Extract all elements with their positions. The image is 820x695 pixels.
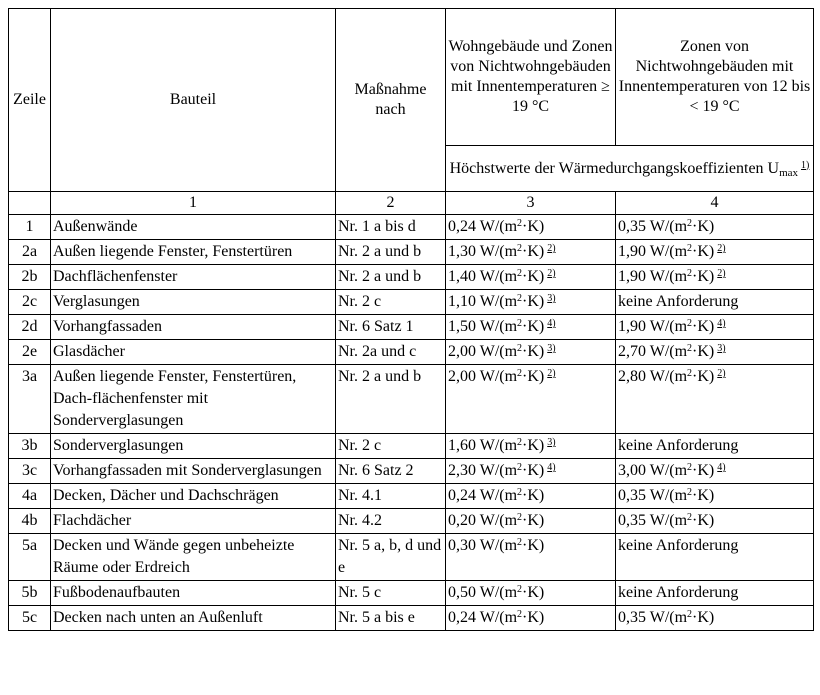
column-number-1: 1 — [51, 192, 336, 215]
value-3: 2,30 — [448, 462, 476, 479]
unit-prefix: W/(m — [476, 537, 518, 554]
value-3: 2,00 — [448, 368, 476, 385]
unit-exponent: 2 — [517, 343, 523, 354]
footnote-3: 3) — [547, 437, 556, 448]
value-cell-3 — [446, 265, 616, 290]
unit-prefix: W/(m — [476, 462, 518, 479]
value-3: 1,30 — [448, 243, 476, 260]
bauteil-cell: Außen liegende Fenster, Fenstertüren, Dach-flächenfenster mit Sonderverglasungen — [51, 365, 336, 434]
unit-prefix: W/(m — [476, 609, 518, 626]
unit-suffix: ·K) — [522, 437, 545, 454]
value-3: 0,24 — [448, 218, 476, 235]
value-cell-3 — [446, 315, 616, 340]
header-zeile: Zeile — [9, 9, 51, 192]
value-cell-4 — [616, 534, 814, 581]
value-4: 0,35 — [618, 218, 646, 235]
unit-suffix: ·K) — [522, 293, 545, 310]
value-3: 1,60 — [448, 437, 476, 454]
massnahme-cell: Nr. 2 a und b — [336, 365, 446, 434]
massnahme-cell: Nr. 2 a und b — [336, 265, 446, 290]
massnahme-cell: Nr. 5 a bis e — [336, 606, 446, 631]
value-cell-4 — [616, 340, 814, 365]
zeile-cell: 2a — [9, 240, 51, 265]
unit-prefix: W/(m — [476, 368, 518, 385]
unit-suffix: ·K) — [692, 462, 715, 479]
zeile-cell: 2d — [9, 315, 51, 340]
unit-suffix: ·K) — [522, 609, 545, 626]
no-requirement-text: keine Anforderung — [618, 584, 739, 601]
no-requirement-text: keine Anforderung — [618, 437, 739, 454]
footnote-3: 3) — [547, 293, 556, 304]
zeile-cell: 3a — [9, 365, 51, 434]
table-row-5b — [9, 581, 814, 606]
unit-exponent: 2 — [687, 268, 693, 279]
header-col4: Zonen von Nichtwohngebäuden mit Innentemperaturen von 12 bis < 19 °C — [616, 9, 814, 146]
value-3: 1,40 — [448, 268, 476, 285]
value-cell-3 — [446, 215, 616, 240]
value-cell-3 — [446, 581, 616, 606]
value-3: 1,10 — [448, 293, 476, 310]
footnote-3: 4) — [547, 462, 556, 473]
bauteil-cell: Decken, Dächer und Dachschrägen — [51, 484, 336, 509]
header-massnahme: Maßnahme nach — [336, 9, 446, 192]
column-number-3: 3 — [446, 192, 616, 215]
table-body — [9, 215, 814, 631]
footnote-3: 3) — [547, 343, 556, 354]
bauteil-cell: Außenwände — [51, 215, 336, 240]
value-cell-4 — [616, 215, 814, 240]
table-row-3b — [9, 434, 814, 459]
unit-suffix: ·K) — [522, 243, 545, 260]
table-row-2c — [9, 290, 814, 315]
table-row-3c — [9, 459, 814, 484]
value-cell-4 — [616, 509, 814, 534]
table-row-2e — [9, 340, 814, 365]
value-3: 0,20 — [448, 512, 476, 529]
value-cell-3 — [446, 434, 616, 459]
value-cell-3 — [446, 240, 616, 265]
value-4: 2,80 — [618, 368, 646, 385]
unit-suffix: ·K) — [692, 512, 715, 529]
bauteil-cell: Fußbodenaufbauten — [51, 581, 336, 606]
table-row-2d — [9, 315, 814, 340]
unit-exponent: 2 — [517, 609, 523, 620]
bauteil-cell: Glasdächer — [51, 340, 336, 365]
massnahme-cell: Nr. 6 Satz 1 — [336, 315, 446, 340]
table-row-5c — [9, 606, 814, 631]
footnote-4: 4) — [717, 462, 726, 473]
unit-suffix: ·K) — [522, 512, 545, 529]
bauteil-cell: Decken nach unten an Außenluft — [51, 606, 336, 631]
massnahme-cell: Nr. 2 c — [336, 434, 446, 459]
column-number-2: 2 — [336, 192, 446, 215]
zeile-cell: 2b — [9, 265, 51, 290]
unit-prefix: W/(m — [476, 293, 518, 310]
no-requirement-text: keine Anforderung — [618, 293, 739, 310]
table-row-4a — [9, 484, 814, 509]
column-number-empty — [9, 192, 51, 215]
bauteil-cell: Sonderverglasungen — [51, 434, 336, 459]
zeile-cell: 5c — [9, 606, 51, 631]
unit-prefix: W/(m — [646, 218, 688, 235]
hoechstwerte-footnote: 1) — [801, 159, 810, 171]
zeile-cell: 3b — [9, 434, 51, 459]
table-row-2a — [9, 240, 814, 265]
unit-exponent: 2 — [517, 512, 523, 523]
unit-suffix: ·K) — [522, 218, 545, 235]
footnote-3: 2) — [547, 268, 556, 279]
unit-prefix: W/(m — [476, 268, 518, 285]
unit-prefix: W/(m — [646, 268, 688, 285]
unit-suffix: ·K) — [522, 462, 545, 479]
header-bauteil: Bauteil — [51, 9, 336, 192]
massnahme-cell: Nr. 2 a und b — [336, 240, 446, 265]
unit-suffix: ·K) — [522, 268, 545, 285]
unit-suffix: ·K) — [522, 487, 545, 504]
unit-prefix: W/(m — [476, 318, 518, 335]
unit-exponent: 2 — [517, 487, 523, 498]
zeile-cell: 5b — [9, 581, 51, 606]
unit-suffix: ·K) — [692, 343, 715, 360]
unit-exponent: 2 — [517, 368, 523, 379]
u-value-table — [8, 8, 814, 631]
bauteil-cell: Decken und Wände gegen unbeheizte Räume oder Erdreich — [51, 534, 336, 581]
bauteil-cell: Dachflächenfenster — [51, 265, 336, 290]
unit-suffix: ·K) — [522, 584, 545, 601]
unit-exponent: 2 — [687, 318, 693, 329]
footnote-4: 2) — [717, 243, 726, 254]
value-3: 0,30 — [448, 537, 476, 554]
table-row-1 — [9, 215, 814, 240]
unit-exponent: 2 — [687, 512, 693, 523]
bauteil-cell: Außen liegende Fenster, Fenstertüren — [51, 240, 336, 265]
unit-prefix: W/(m — [646, 368, 688, 385]
value-4: 2,70 — [618, 343, 646, 360]
value-cell-3 — [446, 365, 616, 434]
value-cell-3 — [446, 606, 616, 631]
unit-exponent: 2 — [517, 218, 523, 229]
unit-suffix: ·K) — [522, 368, 545, 385]
column-number-row — [9, 192, 814, 215]
value-cell-4 — [616, 240, 814, 265]
massnahme-cell: Nr. 4.2 — [336, 509, 446, 534]
unit-prefix: W/(m — [476, 437, 518, 454]
zeile-cell: 2c — [9, 290, 51, 315]
zeile-cell: 1 — [9, 215, 51, 240]
unit-prefix: W/(m — [646, 462, 688, 479]
unit-exponent: 2 — [687, 343, 693, 354]
massnahme-cell: Nr. 1 a bis d — [336, 215, 446, 240]
table-row-4b — [9, 509, 814, 534]
value-cell-3 — [446, 484, 616, 509]
bauteil-cell: Verglasungen — [51, 290, 336, 315]
unit-exponent: 2 — [687, 487, 693, 498]
value-cell-4 — [616, 606, 814, 631]
unit-exponent: 2 — [517, 293, 523, 304]
unit-suffix: ·K) — [692, 218, 715, 235]
value-4: 0,35 — [618, 512, 646, 529]
zeile-cell: 4a — [9, 484, 51, 509]
value-cell-4 — [616, 434, 814, 459]
footnote-4: 2) — [717, 268, 726, 279]
value-4: 1,90 — [618, 318, 646, 335]
unit-prefix: W/(m — [476, 218, 518, 235]
value-cell-4 — [616, 581, 814, 606]
unit-exponent: 2 — [517, 437, 523, 448]
unit-suffix: ·K) — [692, 268, 715, 285]
value-cell-3 — [446, 509, 616, 534]
unit-prefix: W/(m — [646, 343, 688, 360]
value-4: 3,00 — [618, 462, 646, 479]
hoechstwerte-subscript: max — [779, 166, 799, 179]
unit-exponent: 2 — [687, 243, 693, 254]
unit-exponent: 2 — [687, 609, 693, 620]
column-number-4: 4 — [616, 192, 814, 215]
value-4: 0,35 — [618, 487, 646, 504]
table-row-5a — [9, 534, 814, 581]
value-cell-3 — [446, 534, 616, 581]
value-4: 0,35 — [618, 609, 646, 626]
value-cell-4 — [616, 365, 814, 434]
table-row-2b — [9, 265, 814, 290]
unit-exponent: 2 — [517, 268, 523, 279]
value-cell-4 — [616, 484, 814, 509]
unit-prefix: W/(m — [476, 487, 518, 504]
unit-exponent: 2 — [517, 462, 523, 473]
hoechstwerte-label: Höchstwerte der Wärmedurchgangskoeffizienten U — [449, 159, 780, 177]
unit-prefix: W/(m — [476, 243, 518, 260]
unit-prefix: W/(m — [646, 609, 688, 626]
massnahme-cell: Nr. 2 c — [336, 290, 446, 315]
unit-suffix: ·K) — [522, 318, 545, 335]
unit-suffix: ·K) — [522, 343, 545, 360]
unit-suffix: ·K) — [692, 318, 715, 335]
unit-exponent: 2 — [687, 462, 693, 473]
header-col3: Wohngebäude und Zonen von Nichtwohngebäuden mit Innentemperaturen ≥ 19 °C — [446, 9, 616, 146]
footnote-3: 2) — [547, 243, 556, 254]
value-4: 1,90 — [618, 268, 646, 285]
unit-exponent: 2 — [517, 584, 523, 595]
massnahme-cell: Nr. 6 Satz 2 — [336, 459, 446, 484]
zeile-cell: 3c — [9, 459, 51, 484]
bauteil-cell: Vorhangfassaden mit Sonderverglasungen — [51, 459, 336, 484]
zeile-cell: 5a — [9, 534, 51, 581]
value-3: 0,50 — [448, 584, 476, 601]
value-cell-4 — [616, 265, 814, 290]
footnote-4: 2) — [717, 368, 726, 379]
massnahme-cell: Nr. 4.1 — [336, 484, 446, 509]
unit-prefix: W/(m — [646, 512, 688, 529]
value-cell-3 — [446, 459, 616, 484]
bauteil-cell: Vorhangfassaden — [51, 315, 336, 340]
massnahme-cell: Nr. 5 a, b, d und e — [336, 534, 446, 581]
unit-prefix: W/(m — [646, 243, 688, 260]
zeile-cell: 2e — [9, 340, 51, 365]
footnote-4: 4) — [717, 318, 726, 329]
unit-prefix: W/(m — [646, 487, 688, 504]
table-row-3a — [9, 365, 814, 434]
footnote-3: 4) — [547, 318, 556, 329]
value-3: 2,00 — [448, 343, 476, 360]
footnote-4: 3) — [717, 343, 726, 354]
unit-exponent: 2 — [517, 318, 523, 329]
unit-exponent: 2 — [517, 537, 523, 548]
header-hoechstwerte — [446, 146, 814, 192]
unit-exponent: 2 — [687, 218, 693, 229]
zeile-cell: 4b — [9, 509, 51, 534]
unit-exponent: 2 — [687, 368, 693, 379]
bauteil-cell: Flachdächer — [51, 509, 336, 534]
massnahme-cell: Nr. 5 c — [336, 581, 446, 606]
unit-suffix: ·K) — [692, 609, 715, 626]
value-3: 0,24 — [448, 487, 476, 504]
unit-suffix: ·K) — [692, 487, 715, 504]
no-requirement-text: keine Anforderung — [618, 537, 739, 554]
unit-exponent: 2 — [517, 243, 523, 254]
unit-prefix: W/(m — [646, 318, 688, 335]
value-4: 1,90 — [618, 243, 646, 260]
value-cell-4 — [616, 290, 814, 315]
value-cell-3 — [446, 290, 616, 315]
unit-prefix: W/(m — [476, 343, 518, 360]
unit-suffix: ·K) — [692, 243, 715, 260]
value-3: 0,24 — [448, 609, 476, 626]
value-cell-4 — [616, 459, 814, 484]
document — [8, 8, 814, 631]
massnahme-cell: Nr. 2a und c — [336, 340, 446, 365]
unit-prefix: W/(m — [476, 584, 518, 601]
value-cell-3 — [446, 340, 616, 365]
unit-suffix: ·K) — [522, 537, 545, 554]
unit-suffix: ·K) — [692, 368, 715, 385]
value-3: 1,50 — [448, 318, 476, 335]
unit-prefix: W/(m — [476, 512, 518, 529]
value-cell-4 — [616, 315, 814, 340]
footnote-3: 2) — [547, 368, 556, 379]
